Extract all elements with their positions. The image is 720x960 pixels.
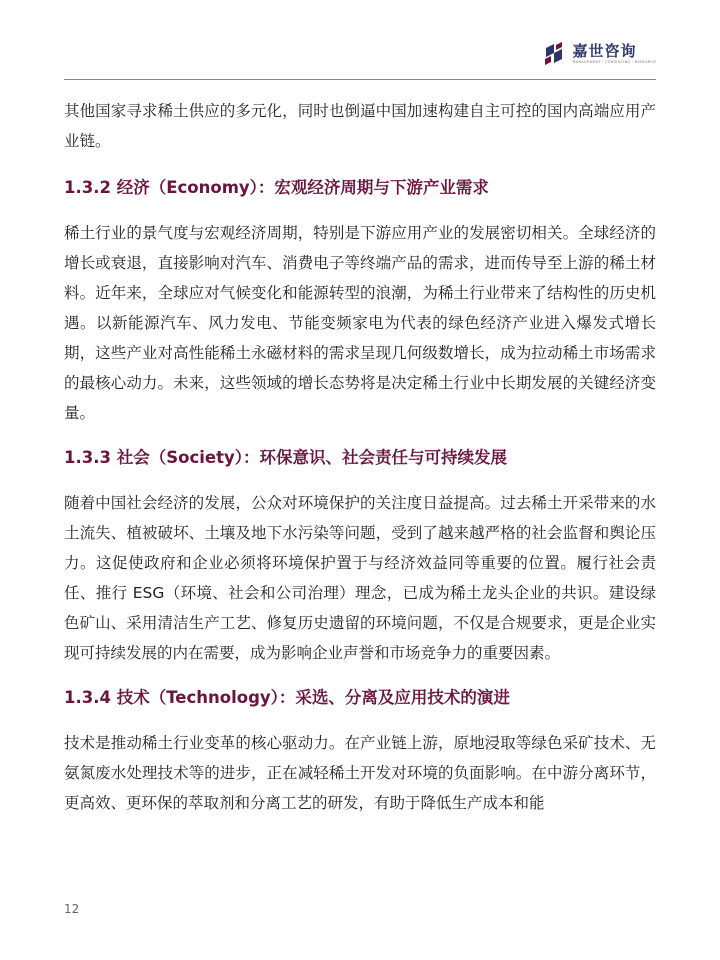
logo-subtitle: MANAGEMENT · CONSULTING · RESEARCH: [572, 59, 656, 64]
section-heading-technology: 1.3.4 技术（Technology）：采选、分离及应用技术的演进: [64, 688, 510, 707]
page-number: 12: [64, 902, 80, 916]
section-heading-society: 1.3.3 社会（Society）：环保意识、社会责任与可持续发展: [64, 448, 507, 467]
section-heading-economy: 1.3.2 经济（Economy）：宏观经济周期与下游产业需求: [64, 178, 489, 197]
logo-mark-icon: [542, 42, 566, 66]
logo-text: [572, 41, 656, 65]
page-content: [64, 96, 656, 818]
header-divider: [64, 79, 656, 80]
paragraph-technology: 技术是推动稀土行业变革的核心驱动力。在产业链上游，原地浸取等绿色采矿技术、无氨氮废水处理技术等的进步，正在减轻稀土开发对环境的负面影响。在中游分离环节，更高效、更环保的萃取剂和分离工艺的研发，有助于降低生产成本和能: [64, 734, 656, 812]
company-logo: [542, 42, 656, 66]
paragraph-society: 随着中国社会经济的发展，公众对环境保护的关注度日益提高。过去稀土开采带来的水土流失、植被破坏、土壤及地下水污染等问题，受到了越来越严格的社会监督和舆论压力。这促使政府和企业必须将环境保护置于与经济效益同等重要的位置。履行社会责任、推行 ESG（环境、社会和公司治理）理念，已成为稀土龙头企业的共识。建设绿色矿山、采用清洁生产工艺、修复历史遗留的环境问题，不仅是合规要求，更是企业实现可持续发展的内在需要，成为影响企业声誉和市场竞争力的重要因素。: [64, 494, 656, 662]
logo-name: 嘉世咨询: [572, 41, 637, 60]
paragraph-continued: 其他国家寻求稀土供应的多元化，同时也倒逼中国加速构建自主可控的国内高端应用产业链。: [64, 102, 656, 150]
paragraph-economy: 稀土行业的景气度与宏观经济周期，特别是下游应用产业的发展密切相关。全球经济的增长或衰退，直接影响对汽车、消费电子等终端产品的需求，进而传导至上游的稀土材料。近年来，全球应对气候变化和能源转型的浪潮，为稀土行业带来了结构性的历史机遇。以新能源汽车、风力发电、节能变频家电为代表的绿色经济产业进入爆发式增长期，这些产业对高性能稀土永磁材料的需求呈现几何级数增长，成为拉动稀土市场需求的最核心动力。未来，这些领域的增长态势将是决定稀土行业中长期发展的关键经济变量。: [64, 224, 656, 422]
